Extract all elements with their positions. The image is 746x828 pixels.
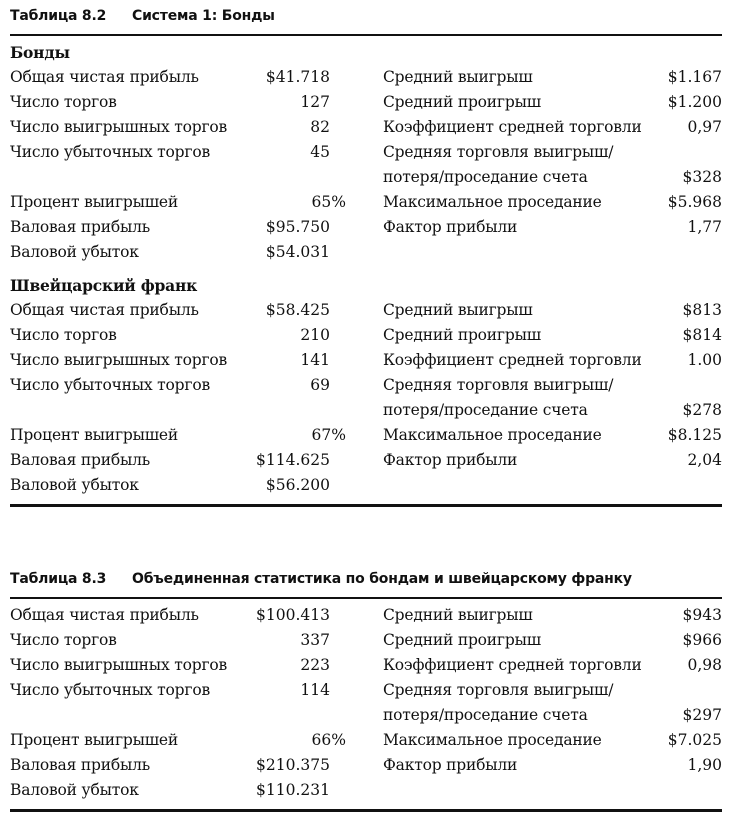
stat-label: Число торгов (10, 631, 117, 649)
stat-row (383, 115, 722, 140)
stat-label: Общая чистая прибыль (10, 301, 199, 319)
stat-label: Фактор прибыли (383, 218, 518, 236)
stat-value: $813 (682, 301, 722, 319)
stat-row (10, 603, 330, 628)
stat-value: $328 (682, 168, 722, 186)
stat-value: $210.375 (256, 756, 330, 774)
stat-row (10, 348, 330, 373)
stat-label: Коэффициент средней торговли (383, 656, 642, 674)
stat-value: 69 (310, 376, 330, 394)
stat-label: Валовая прибыль (10, 218, 151, 236)
stat-label: Число убыточных торгов (10, 681, 210, 699)
stat-row (383, 65, 722, 90)
top-rule (10, 597, 722, 599)
table-8-2-caption (10, 8, 275, 24)
stat-value: 141 (300, 351, 330, 369)
stat-label: Валовой убыток (10, 781, 139, 799)
stat-label: Процент выигрышей (10, 426, 179, 444)
stat-value: 114 (300, 681, 330, 699)
stat-label: Число торгов (10, 93, 117, 111)
stat-value: $7.025 (667, 731, 722, 749)
stat-value: $297 (682, 706, 722, 724)
stat-label: Средний проигрыш (383, 631, 541, 649)
stat-row (10, 678, 330, 703)
stat-value: 82 (310, 118, 330, 136)
stat-row (10, 65, 330, 90)
stat-value: 1,77 (687, 218, 722, 236)
stat-row (10, 628, 330, 653)
stat-label: Число выигрышных торгов (10, 351, 228, 369)
stat-row (10, 90, 330, 115)
stat-value: $814 (682, 326, 722, 344)
stat-row (10, 448, 330, 473)
stat-row (10, 728, 346, 753)
stat-row (383, 215, 722, 240)
stat-value: 45 (310, 143, 330, 161)
stat-value: $5.968 (667, 193, 722, 211)
stat-label: Средний выигрыш (383, 301, 533, 319)
stat-label: Валовой убыток (10, 243, 139, 261)
stat-row (383, 753, 722, 778)
stat-value: $100.413 (256, 606, 330, 624)
stat-row (10, 215, 330, 240)
stat-label: Общая чистая прибыль (10, 606, 199, 624)
stat-value: 1,90 (687, 756, 722, 774)
stat-row (383, 603, 722, 628)
stat-value: $1.200 (667, 93, 722, 111)
stat-row (10, 653, 330, 678)
stat-value: $95.750 (265, 218, 330, 236)
stat-value: $56.200 (265, 476, 330, 494)
stat-value: 223 (300, 656, 330, 674)
stat-label: Коэффициент средней торговли (383, 351, 642, 369)
stat-label: Число убыточных торгов (10, 376, 210, 394)
stat-label: Число выигрышных торгов (10, 118, 228, 136)
stat-row (10, 753, 330, 778)
stat-row (383, 448, 722, 473)
stat-row (10, 298, 330, 323)
section-heading-swiss-franc: Швейцарский франк (10, 276, 198, 295)
stat-label: Фактор прибыли (383, 451, 518, 469)
stat-row (10, 323, 330, 348)
table-title: Объединенная статистика по бондам и швейцарскому франку (132, 571, 632, 587)
stat-label: Валовая прибыль (10, 756, 151, 774)
table-8-3-caption (10, 571, 632, 587)
stat-label: Число выигрышных торгов (10, 656, 228, 674)
stat-label: Процент выигрышей (10, 193, 179, 211)
stat-label: Валовой убыток (10, 476, 139, 494)
stat-row (10, 778, 330, 803)
stat-label: Максимальное проседание (383, 193, 602, 211)
stat-value: 1.00 (687, 351, 722, 369)
stat-label: Фактор прибыли (383, 756, 518, 774)
stat-row (383, 728, 722, 753)
table-number: Таблица 8.2 (10, 8, 107, 24)
top-rule (10, 34, 722, 36)
stat-label: Процент выигрышей (10, 731, 179, 749)
stat-row (10, 140, 330, 165)
stat-label: Средний проигрыш (383, 326, 541, 344)
table-title: Система 1: Бонды (132, 8, 275, 24)
stat-label: Средняя торговля выигрыш/ (383, 143, 614, 161)
stat-label: Число торгов (10, 326, 117, 344)
stat-row (383, 628, 722, 653)
stat-value: 67% (311, 426, 346, 444)
stat-value: 127 (300, 93, 330, 111)
stat-row (383, 298, 722, 323)
stat-row (10, 373, 330, 398)
stat-label: Максимальное проседание (383, 426, 602, 444)
stat-value: $1.167 (667, 68, 722, 86)
stat-value: 65% (311, 193, 346, 211)
stat-row (383, 423, 722, 448)
bottom-rule (10, 504, 722, 507)
stat-row (10, 115, 330, 140)
stat-row (383, 678, 722, 728)
stat-label: Валовая прибыль (10, 451, 151, 469)
bottom-rule (10, 809, 722, 812)
stat-value: $58.425 (265, 301, 330, 319)
stat-value: 66% (311, 731, 346, 749)
stat-value: 210 (300, 326, 330, 344)
stat-row (383, 373, 722, 423)
table-number: Таблица 8.3 (10, 571, 107, 587)
stat-value: 0,98 (687, 656, 722, 674)
stat-value: $8.125 (667, 426, 722, 444)
stat-value: 337 (300, 631, 330, 649)
stat-label: Максимальное проседание (383, 731, 602, 749)
stat-row (383, 190, 722, 215)
stat-label-continued: потеря/проседание счета (383, 706, 588, 724)
stat-value: $966 (682, 631, 722, 649)
stat-value: 2,04 (687, 451, 722, 469)
stat-value: $54.031 (265, 243, 330, 261)
stat-value: $114.625 (256, 451, 330, 469)
stat-value: $41.718 (265, 68, 330, 86)
stat-label: Средний выигрыш (383, 606, 533, 624)
stat-value: $943 (682, 606, 722, 624)
stat-row (10, 423, 346, 448)
stat-value: $278 (682, 401, 722, 419)
stat-row (383, 653, 722, 678)
stat-row (383, 90, 722, 115)
stat-value: 0,97 (687, 118, 722, 136)
stat-row (10, 190, 346, 215)
stat-label: Коэффициент средней торговли (383, 118, 642, 136)
stat-row (10, 240, 330, 265)
stat-label: Число убыточных торгов (10, 143, 210, 161)
stat-label: Средняя торговля выигрыш/ (383, 681, 614, 699)
section-heading-bonds: Бонды (10, 43, 70, 62)
stat-label-continued: потеря/проседание счета (383, 168, 588, 186)
stat-row (10, 473, 330, 498)
stat-label: Средний проигрыш (383, 93, 541, 111)
stat-label: Средняя торговля выигрыш/ (383, 376, 614, 394)
stat-row (383, 348, 722, 373)
stat-label: Общая чистая прибыль (10, 68, 199, 86)
stat-label-continued: потеря/проседание счета (383, 401, 588, 419)
stat-label: Средний выигрыш (383, 68, 533, 86)
stat-row (383, 140, 722, 190)
stat-value: $110.231 (256, 781, 330, 799)
stat-row (383, 323, 722, 348)
